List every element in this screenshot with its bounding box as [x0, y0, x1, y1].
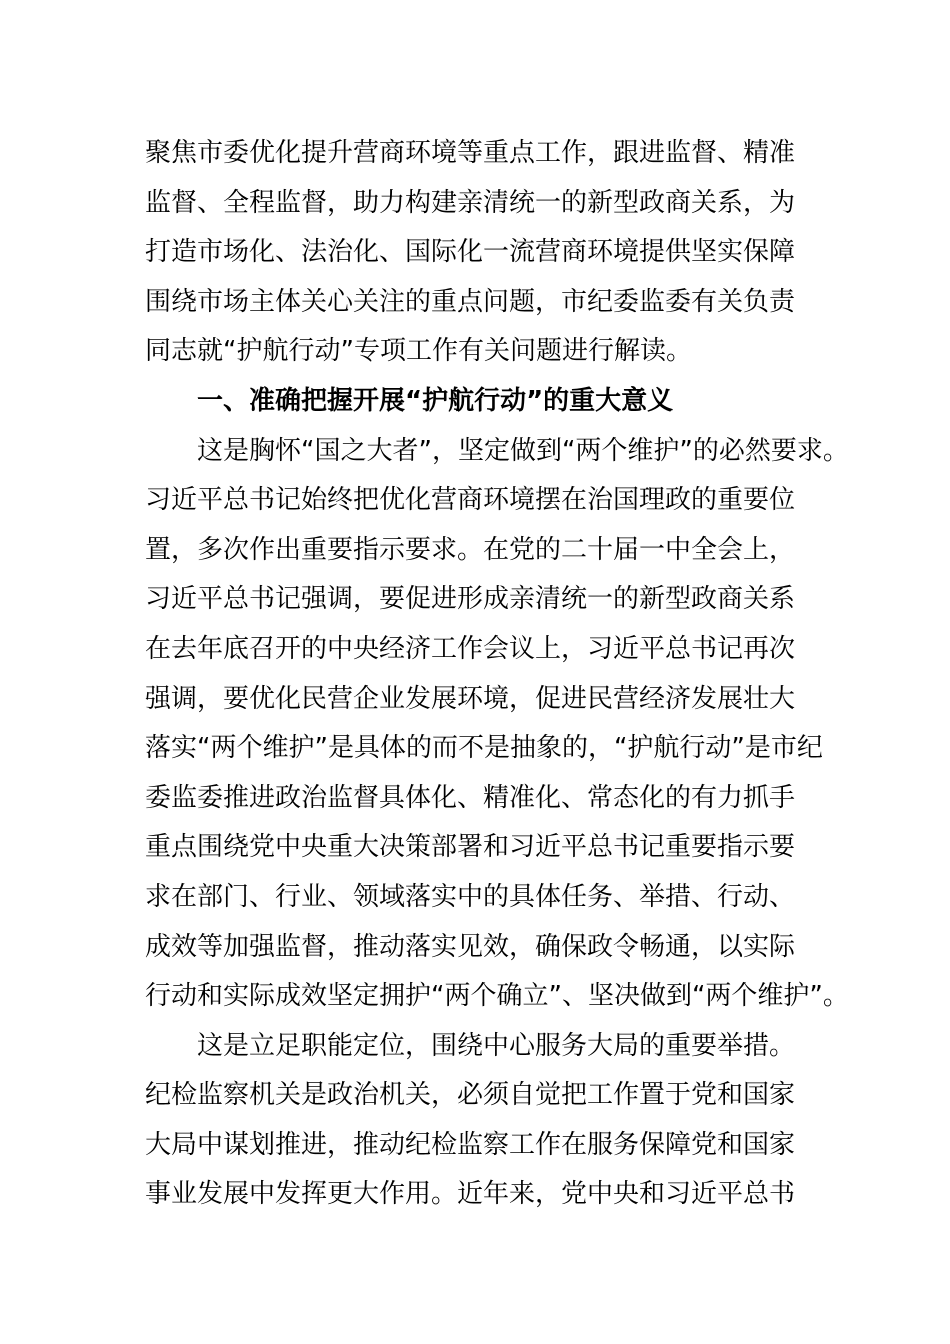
text-line: 纪检监察机关是政治机关，必须自觉把工作置于党和国家 — [145, 1080, 796, 1111]
text-line: 监督、全程监督，助力构建亲清统一的新型政商关系，为 — [145, 187, 796, 218]
text-line: 求在部门、行业、领域落实中的具体任务、举措、行动、 — [145, 881, 796, 912]
text-line: 打造市场化、法治化、国际化一流营商环境提供坚实保障 — [145, 237, 796, 268]
text-line: 聚焦市委优化提升营商环境等重点工作，跟进监督、精准 — [145, 138, 796, 168]
text-line: 围绕市场主体关心关注的重点问题，市纪委监委有关负责 — [145, 286, 796, 317]
text-line: 强调，要优化民营企业发展环境，促进民营经济发展壮大 — [145, 683, 796, 714]
section-heading: 一、准确把握开展“护航行动”的重大意义 — [197, 385, 674, 416]
text-line: 习近平总书记始终把优化营商环境摆在治国理政的重要位 — [145, 485, 796, 516]
text-line: 同志就“护航行动”专项工作有关问题进行解读。 — [145, 336, 692, 367]
text-line: 委监委推进政治监督具体化、精准化、常态化的有力抓手 — [145, 782, 796, 813]
text-line: 重点围绕党中央重大决策部署和习近平总书记重要指示要 — [145, 832, 796, 863]
text-line: 这是胸怀“国之大者”，坚定做到“两个维护”的必然要求。 — [197, 435, 849, 466]
text-line: 习近平总书记强调，要促进形成亲清统一的新型政商关系 — [145, 584, 796, 615]
text-line: 大局中谋划推进，推动纪检监察工作在服务保障党和国家 — [145, 1129, 796, 1160]
text-line: 事业发展中发挥更大作用。近年来，党中央和习近平总书 — [145, 1179, 796, 1210]
text-line: 在去年底召开的中央经济工作会议上，习近平总书记再次 — [145, 633, 796, 664]
text-line: 行动和实际成效坚定拥护“两个确立”、坚决做到“两个维护”。 — [145, 981, 849, 1012]
text-line: 这是立足职能定位，围绕中心服务大局的重要举措。 — [197, 1030, 796, 1061]
text-line: 成效等加强监督，推动落实见效，确保政令畅通，以实际 — [145, 931, 796, 962]
text-line: 落实“两个维护”是具体的而不是抽象的，“护航行动”是市纪 — [145, 733, 823, 764]
body-text — [145, 129, 849, 1220]
text-line: 置，多次作出重要指示要求。在党的二十届一中全会上， — [145, 534, 796, 565]
